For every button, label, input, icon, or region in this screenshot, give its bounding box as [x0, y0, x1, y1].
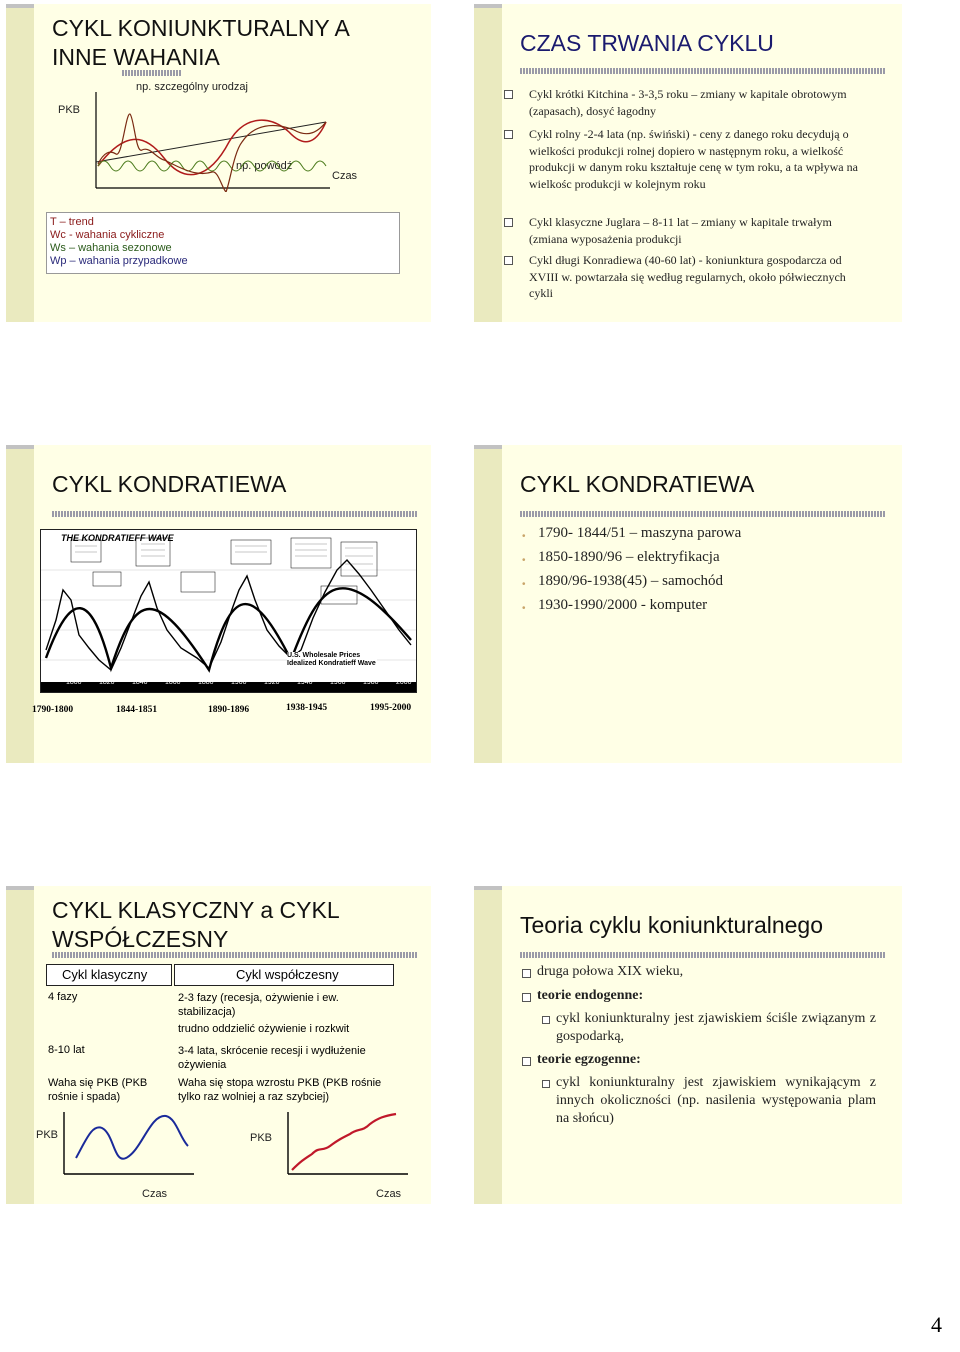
slide-sidebar [474, 886, 502, 1204]
bullet-marker [522, 1057, 531, 1066]
slide-corner [6, 4, 34, 8]
legend-box [46, 212, 400, 274]
period-label: 1890-1896 [208, 705, 250, 715]
bullet-dot: • [522, 579, 526, 590]
classic-cycle-graph [62, 1112, 196, 1176]
col-header-modern: Cykl współczesny [236, 967, 339, 982]
row-phases-right: 2-3 fazy (recesja, ożywienie i ew. stabilizacja) [178, 992, 339, 1018]
pkb-axis-label: PKB [250, 1132, 273, 1144]
x-tick: 2000 [396, 679, 412, 686]
slide-sidebar [474, 4, 502, 322]
bullet-marker [504, 218, 513, 227]
theory-item-endogenous: teorie endogenne: [537, 988, 644, 1003]
kondratiev-wave-item: 1790- 1844/51 – maszyna parowa [538, 525, 742, 541]
x-axis-ticks [46, 679, 416, 689]
title-underline [122, 70, 182, 76]
modern-cycle-graph [286, 1112, 410, 1176]
kondratiev-wave-item: 1850-1890/96 – elektryfikacja [538, 549, 720, 565]
x-tick: 1880 [198, 679, 214, 686]
legend-item-trend: T – trend [50, 216, 94, 228]
x-tick: 1960 [330, 679, 346, 686]
duration-item-agricultural: Cykl rolny -2-4 lata (np. świński) - ceny z danego roku decydują o wielkości produkcji rolnej dopiero w następnym roku, a wielkość produkcji w danym roku kształtuje cenę w tym roku, a ta wpływa na wielkośc produkcji w kolejnym roku [529, 127, 858, 191]
slide-corner [6, 886, 34, 890]
slide-5 [6, 886, 431, 1204]
theory-endogenous-desc: cykl koniunkturalny jest zjawiskiem ściśle związanym z gospodarką, [556, 1011, 876, 1044]
bullet-marker [504, 130, 513, 139]
chart-caption: U.S. Wholesale Prices Idealized Kondratieff Wave [287, 652, 376, 667]
slide-title: CZAS TRWANIA CYKLU [520, 30, 774, 56]
x-tick: 1860 [165, 679, 181, 686]
theory-item-exogenous: teorie egzogenne: [537, 1052, 641, 1067]
x-tick: 1920 [264, 679, 280, 686]
bullet-marker [522, 969, 531, 978]
slide-title: Teoria cyklu koniunkturalnego [520, 912, 824, 938]
slide-1 [6, 4, 431, 322]
row-length-right: 3-4 lata, skrócenie recesji i wydłużenie ożywienia [178, 1045, 366, 1071]
title-underline [52, 511, 417, 517]
x-tick: 1840 [132, 679, 148, 686]
slide-sidebar [6, 445, 34, 763]
trend-line [96, 122, 326, 162]
legend-item-random: Wp – wahania przypadkowe [50, 255, 188, 267]
col-header-classic: Cykl klasyczny [62, 967, 148, 982]
time-axis-label: Czas [376, 1188, 402, 1200]
duration-item-kitchin: Cykl krótki Kitchina - 3-3,5 roku – zmiany w kapitale obrotowym (zapasach), dosyć łagodny [529, 87, 847, 118]
chart-heading: THE KONDRATIEFF WAVE [61, 533, 174, 543]
slide-corner [474, 4, 502, 8]
slide-sidebar [6, 4, 34, 322]
period-label: 1844-1851 [116, 705, 158, 715]
bullet-marker [504, 90, 513, 99]
slide-corner [6, 445, 34, 449]
bullet-dot: • [522, 603, 526, 614]
slide-6 [474, 886, 902, 1204]
annotation-high-harvest: np. szczególny urodzaj [136, 81, 248, 93]
page-number: 4 [931, 1312, 942, 1337]
title-underline [52, 952, 417, 958]
title-underline [520, 952, 885, 958]
slide-corner [474, 445, 502, 449]
legend-item-cyclical: Wc - wahania cykliczne [50, 229, 165, 241]
bullet-marker [504, 256, 513, 265]
theory-item-period: druga połowa XIX wieku, [537, 964, 684, 979]
time-axis-label: Czas [142, 1188, 168, 1200]
slide-3 [6, 445, 431, 763]
slide-title: CYKL KONDRATIEWA [52, 471, 287, 497]
bullet-dot: • [522, 531, 526, 542]
slide-title: CYKL KONIUNKTURALNY A INNE WAHANIA [52, 15, 349, 70]
period-label: 1938-1945 [286, 703, 328, 713]
bullet-marker-sub [542, 1080, 550, 1088]
x-tick: 1820 [99, 679, 115, 686]
x-tick: 1940 [297, 679, 313, 686]
duration-item-kondratiev: Cykl długi Konradiewa (40-60 lat) - koniunktura gospodarcza od XVIII w. powtarzała się według regularnych, około półwiecznych cykli [529, 253, 846, 300]
row-gdp-right: Waha się stopa wzrostu PKB (PKB rośnie tylko raz wolniej a raz szybciej) [178, 1077, 382, 1103]
x-tick: 1800 [66, 679, 82, 686]
x-tick: 1980 [363, 679, 379, 686]
slide-4 [474, 445, 902, 763]
title-underline [520, 511, 885, 517]
row-length-left: 8-10 lat [48, 1044, 85, 1056]
title-underline [520, 68, 885, 74]
legend-item-seasonal: Ws – wahania sezonowe [50, 242, 172, 254]
cycle-diagram [94, 92, 332, 192]
slide-sidebar [6, 886, 34, 1204]
slide-title: CYKL KLASYCZNY a CYKL WSPÓŁCZESNY [52, 897, 339, 952]
row-rozkwit-right: trudno oddzielić ożywienie i rozkwit [178, 1023, 350, 1035]
slide-sidebar [474, 445, 502, 763]
time-axis-label: Czas [332, 170, 358, 182]
slide-title: CYKL KONDRATIEWA [520, 471, 755, 497]
annotation-flood: np. powódź [236, 160, 293, 172]
slide-corner [474, 886, 502, 890]
period-label: 1790-1800 [32, 705, 74, 715]
bullet-marker-sub [542, 1016, 550, 1024]
x-tick: 1900 [231, 679, 247, 686]
pkb-axis-label: PKB [58, 104, 81, 116]
kondratiev-wave-item: 1930-1990/2000 - komputer [538, 597, 708, 613]
kondratiev-wave-item: 1890/96-1938(45) – samochód [538, 573, 723, 589]
row-gdp-left: Waha się PKB (PKB rośnie i spada) [48, 1077, 148, 1103]
theory-exogenous-desc: cykl koniunkturalny jest zjawiskiem wynikającym z innych okoliczności (np. nasilenia występowania plam na słońcu) [556, 1075, 876, 1126]
random-wave [98, 114, 326, 192]
kondratieff-wave-chart [40, 529, 417, 693]
slide-2 [474, 4, 902, 322]
row-phases-left: 4 fazy [48, 991, 78, 1003]
duration-item-juglar: Cykl klasyczne Juglara – 8-11 lat – zmiany w kapitale trwałym (zmiana wyposażenia produkcji [529, 215, 832, 246]
bullet-dot: • [522, 555, 526, 566]
pkb-axis-label: PKB [36, 1129, 59, 1141]
bullet-marker [522, 993, 531, 1002]
period-label: 1995-2000 [370, 703, 412, 713]
